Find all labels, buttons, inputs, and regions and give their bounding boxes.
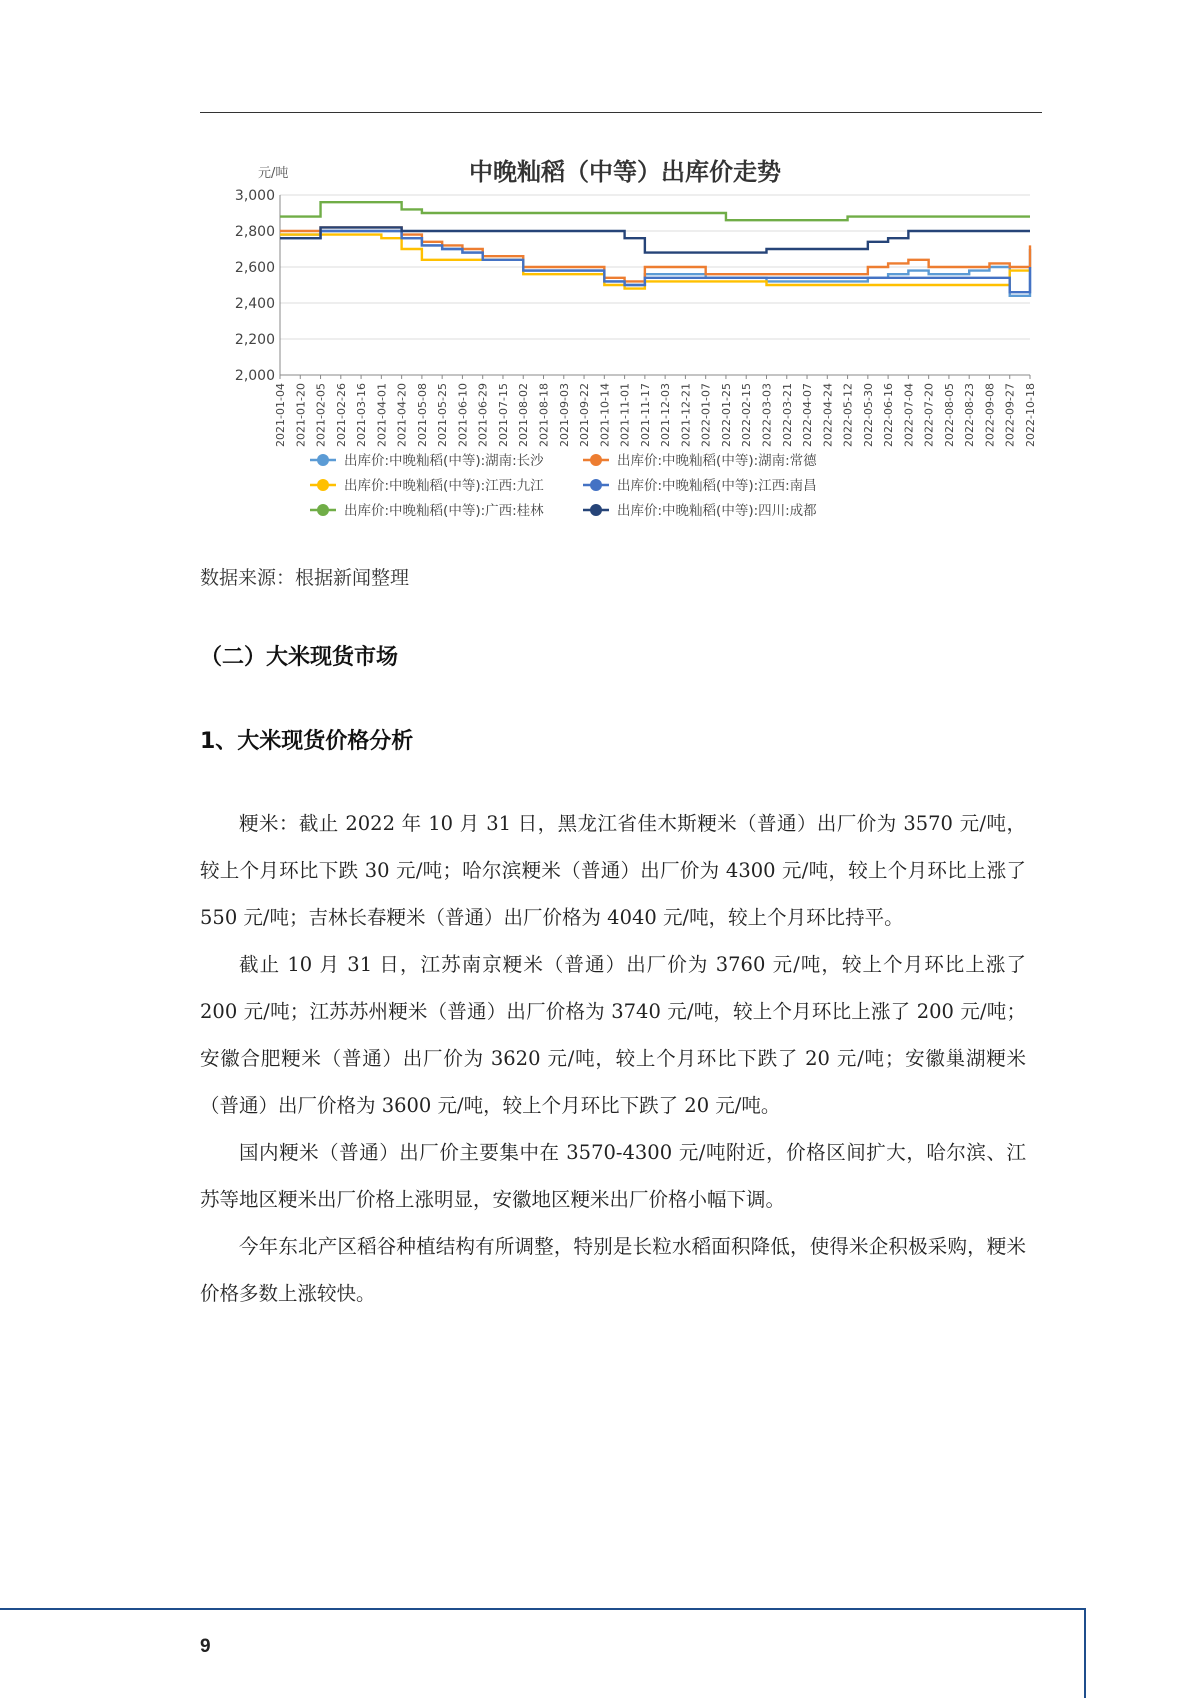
y-tick-label: 3,000 — [234, 188, 275, 204]
section-heading: （二）大米现货市场 — [200, 645, 399, 670]
paragraph: 粳米：截止 2022 年 10 月 31 日，黑龙江省佳木斯粳米（普通）出厂价为 3570 元/吨，较上个月环比下跌 30 元/吨；哈尔滨粳米（普通）出厂价为 4300 元/吨，较上个月环比上涨了 550 元/吨；吉林长春粳米（普通）出厂价格为 4040 元/吨，较上个月环比持平。 — [200, 812, 1026, 929]
x-tick-label: 2021-08-18 — [537, 383, 551, 447]
x-tick-label: 2021-02-05 — [314, 383, 328, 447]
legend-marker — [590, 504, 602, 516]
x-tick-label: 2021-11-01 — [618, 383, 632, 447]
x-tick-label: 2022-09-08 — [983, 383, 997, 447]
x-tick-label: 2022-01-07 — [699, 383, 713, 447]
paragraph: 截止 10 月 31 日，江苏南京粳米（普通）出厂价为 3760 元/吨，较上个月环比上涨了 200 元/吨；江苏苏州粳米（普通）出厂价格为 3740 元/吨，较上个月环比上涨了 200 元/吨；安徽合肥粳米（普通）出厂价为 3620 元/吨，较上个月环比下跌了 20 元/吨；安徽巢湖粳米（普通）出厂价格为 3600 元/吨，较上个月环比下跌了 20 元/吨。 — [200, 953, 1026, 1117]
legend-label: 出库价:中晚籼稻(中等):湖南:常德 — [617, 453, 817, 469]
x-tick-label: 2021-08-02 — [517, 383, 531, 447]
paragraph: 今年东北产区稻谷种植结构有所调整，特别是长粒水稻面积降低，使得米企积极采购，粳米价格多数上涨较快。 — [200, 1235, 1026, 1305]
x-tick-label: 2022-09-27 — [1003, 383, 1017, 447]
paragraph: 国内粳米（普通）出厂价主要集中在 3570-4300 元/吨附近，价格区间扩大，哈尔滨、江苏等地区粳米出厂价格上涨明显，安徽地区粳米出厂价格小幅下调。 — [200, 1141, 1026, 1211]
chart-svg — [210, 150, 1040, 550]
x-tick-label: 2022-03-03 — [760, 383, 774, 447]
x-tick-label: 2021-03-16 — [355, 383, 369, 447]
x-tick-label: 2022-04-07 — [801, 383, 815, 447]
x-tick-label: 2022-04-24 — [821, 383, 835, 447]
x-tick-label: 2022-05-12 — [841, 383, 855, 447]
y-tick-label: 2,600 — [234, 260, 275, 276]
legend-marker — [317, 504, 329, 516]
body-text — [200, 800, 1026, 1317]
x-tick-label: 2021-11-17 — [638, 383, 652, 447]
legend-marker — [590, 454, 602, 466]
legend-label: 出库价:中晚籼稻(中等):江西:九江 — [344, 478, 544, 494]
y-tick-label: 2,800 — [234, 224, 275, 240]
x-tick-label: 2022-06-16 — [882, 383, 896, 447]
legend-marker — [317, 479, 329, 491]
chart-title: 中晚籼稻（中等）出库价走势 — [469, 158, 781, 186]
x-tick-label: 2021-12-03 — [659, 383, 673, 447]
x-tick-label: 2021-05-25 — [436, 383, 450, 447]
y-axis-unit: 元/吨 — [258, 166, 289, 181]
y-tick-label: 2,400 — [234, 296, 275, 312]
x-tick-label: 2022-03-21 — [780, 383, 794, 447]
x-tick-label: 2022-10-18 — [1024, 383, 1037, 447]
legend-marker — [317, 454, 329, 466]
series-line — [280, 231, 1030, 292]
x-tick-label: 2021-09-22 — [578, 383, 592, 447]
x-tick-label: 2021-06-29 — [476, 383, 490, 447]
x-tick-label: 2021-02-26 — [334, 383, 348, 447]
x-tick-label: 2021-04-01 — [375, 383, 389, 447]
x-tick-label: 2021-06-10 — [456, 383, 470, 447]
x-tick-label: 2022-08-05 — [942, 383, 956, 447]
y-tick-label: 2,200 — [234, 332, 275, 348]
legend-label: 出库价:中晚籼稻(中等):湖南:长沙 — [344, 453, 544, 469]
footer-rule-vertical — [1084, 1608, 1086, 1698]
legend-label: 出库价:中晚籼稻(中等):广西:桂林 — [344, 503, 544, 519]
price-trend-chart — [210, 150, 1040, 550]
x-tick-label: 2022-05-30 — [861, 383, 875, 447]
x-tick-label: 2022-07-20 — [922, 383, 936, 447]
legend-marker — [590, 479, 602, 491]
data-source-note: 数据来源：根据新闻整理 — [200, 567, 410, 589]
x-tick-label: 2022-08-23 — [963, 383, 977, 447]
series-line — [280, 202, 1030, 220]
x-tick-label: 2021-10-14 — [598, 383, 612, 447]
x-tick-label: 2021-07-15 — [496, 383, 510, 447]
footer-rule — [0, 1608, 1086, 1610]
sub-heading: 1、大米现货价格分析 — [200, 729, 414, 754]
header-rule — [200, 112, 1042, 113]
legend-label: 出库价:中晚籼稻(中等):四川:成都 — [617, 503, 817, 519]
x-tick-label: 2021-12-21 — [679, 383, 693, 447]
page-number: 9 — [200, 1636, 211, 1657]
x-tick-label: 2021-04-20 — [395, 383, 409, 447]
x-tick-label: 2021-01-20 — [294, 383, 308, 447]
x-tick-label: 2022-07-04 — [902, 383, 916, 447]
x-tick-label: 2021-01-04 — [274, 383, 287, 447]
x-tick-label: 2022-02-15 — [740, 383, 754, 447]
y-tick-label: 2,000 — [234, 368, 275, 384]
legend-label: 出库价:中晚籼稻(中等):江西:南昌 — [617, 478, 817, 494]
x-tick-label: 2021-05-08 — [415, 383, 429, 447]
x-tick-label: 2022-01-25 — [719, 383, 733, 447]
x-tick-label: 2021-09-03 — [557, 383, 571, 447]
series-line — [280, 235, 1030, 289]
